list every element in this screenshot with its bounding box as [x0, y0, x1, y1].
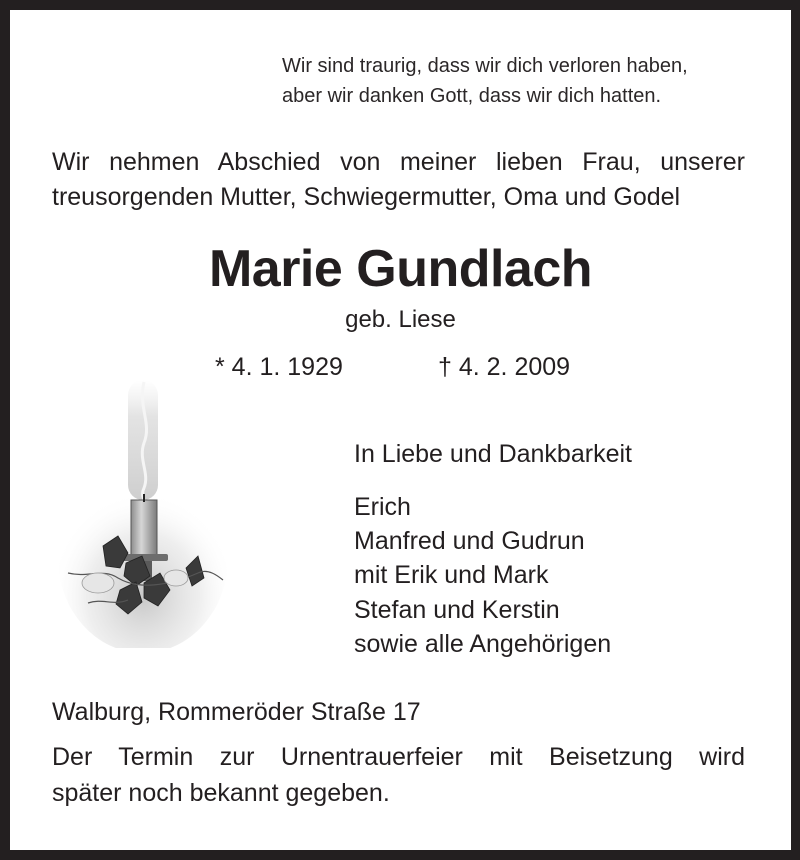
- motto-line-1: Wir sind traurig, dass wir dich verloren haben,: [282, 55, 688, 77]
- mourner-entry: Manfred und Gudrun: [354, 527, 585, 556]
- address: Walburg, Rommeröder Straße 17: [52, 698, 421, 726]
- mourners-heading: In Liebe und Dankbarkeit: [354, 440, 632, 468]
- motto-quote: [282, 51, 688, 111]
- motto-line-2: aber wir danken Gott, dass wir dich hatten.: [282, 85, 662, 107]
- intro-line-1: Wir nehmen Abschied von meiner lieben Frau, unserer: [52, 148, 745, 176]
- mourner-entry: sowie alle Angehörigen: [354, 629, 612, 658]
- birth-date: * 4. 1. 1929: [215, 353, 343, 381]
- funeral-notice: [52, 739, 745, 811]
- intro-text: [52, 145, 745, 215]
- obituary-notice: [10, 10, 791, 850]
- deceased-name: Marie Gundlach: [208, 240, 593, 298]
- mourner-entry: Erich: [354, 493, 411, 521]
- intro-line-2: treusorgenden Mutter, Schwiegermutter, Oma und Godel: [52, 183, 681, 211]
- candle-with-ivy-icon: [58, 368, 228, 648]
- mourner-entry: Stefan und Kerstin: [354, 595, 560, 624]
- mourners-list: [354, 490, 611, 661]
- death-date: † 4. 2. 2009: [438, 353, 571, 381]
- mourner-entry: mit Erik und Mark: [354, 561, 549, 590]
- notice-line-1: Der Termin zur Urnentrauerfeier mit Beisetzung wird: [52, 743, 745, 771]
- notice-line-2: später noch bekannt gegeben.: [52, 779, 390, 807]
- birth-name: geb. Liese: [345, 306, 456, 333]
